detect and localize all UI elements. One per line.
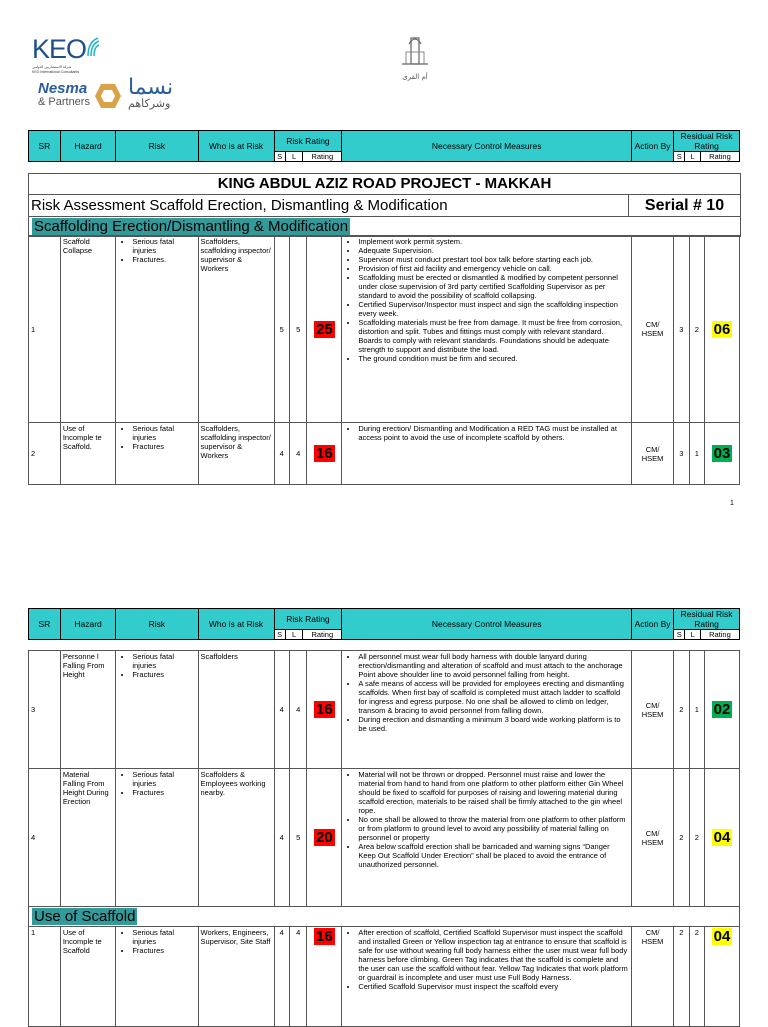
title-block [28, 173, 741, 237]
header-risk-rating: Risk Rating [274, 131, 342, 152]
row-who: Scaffolders & Employees working nearby. [198, 769, 274, 907]
center-logo [392, 34, 438, 80]
row-action: CM/ HSEM [632, 423, 674, 485]
row-controls [342, 423, 632, 485]
row-hazard: Personne l Falling From Height [60, 651, 115, 769]
header-who: Who is at Risk [198, 609, 274, 640]
header-action: Action By [632, 131, 674, 162]
row-who: Scaffolders, scaffolding inspector/ supervisor & Workers [198, 423, 274, 485]
keo-sub-en: KEO International Consultants [32, 70, 80, 74]
rating-badge: 25 [316, 320, 333, 338]
keo-wave-icon [86, 36, 100, 58]
risk-item: • Serious fatal injuries [132, 424, 195, 442]
control-item: • The ground condition must be firm and secured. [358, 354, 629, 363]
center-logo-text: أم القرى [402, 73, 428, 81]
control-item: • Implement work permit system. [358, 237, 629, 246]
control-item: • Scaffolding must be erected or dismantled & modified by competent personnel under close supervision of 3rd party certified Scaffolding Supervisor as per standard to avoid the possibility of scaffold collapsing. [358, 273, 629, 300]
risk-item: • Fractures. [132, 255, 195, 264]
row-residual-l: 2 [689, 927, 704, 1027]
header-l: L [285, 152, 302, 162]
row-hazard: Scaffold Collapse [60, 236, 115, 423]
risk-table-page2 [28, 650, 740, 1027]
rating-badge: 16 [316, 701, 333, 718]
page-number: 1 [730, 500, 734, 507]
row-sr: 1 [29, 927, 61, 1027]
header-residual-s: S [674, 152, 685, 162]
row-s: 4 [274, 927, 289, 1027]
section-cell [29, 907, 740, 927]
control-item: • Scaffolding materials must be free from damage. It must be free from corrosion, distortion and split. Tubes and fittings must comply with relevant standard. Boards to comply with relevant standards. Foundations should be adequate strength to support and distribute the load. [358, 318, 629, 354]
row-residual-rating [704, 423, 739, 485]
residual-badge: 04 [713, 829, 731, 846]
row-controls [342, 769, 632, 907]
header-sr: SR [29, 131, 61, 162]
nesma-logo-ar: نسما [128, 75, 174, 100]
row-l: 4 [289, 423, 306, 485]
section-title: Use of Scaffold [34, 908, 136, 925]
row-residual-s: 3 [674, 236, 689, 423]
row-residual-rating [704, 651, 739, 769]
header-risk: Risk [116, 609, 198, 640]
row-l: 4 [289, 651, 306, 769]
header-sr: SR [29, 609, 61, 640]
row-risks [116, 769, 198, 907]
keo-sub-ar: شركة الاستشاريين الدوليين [32, 65, 72, 69]
header-residual-rating: Rating [700, 630, 739, 640]
risk-item: • Serious fatal injuries [132, 237, 195, 255]
table-row [29, 651, 740, 769]
row-s: 4 [274, 769, 289, 907]
table-header-page2 [28, 608, 740, 640]
residual-badge: 02 [713, 701, 731, 718]
row-residual-s: 2 [674, 651, 689, 769]
header-residual-l: L [685, 152, 700, 162]
row-residual-l: 2 [689, 236, 704, 423]
header-risk-rating: Risk Rating [274, 609, 342, 630]
section-row [29, 907, 740, 927]
row-residual-rating [704, 236, 739, 423]
serial-number: Serial # 10 [629, 195, 741, 217]
row-rating [307, 651, 342, 769]
project-title: KING ABDUL AZIZ ROAD PROJECT - MAKKAH [29, 174, 741, 195]
row-s: 4 [274, 651, 289, 769]
nesma-logo-ar2: وشركاهم [128, 97, 171, 110]
control-item: • Supervisor must conduct prestart tool box talk before starting each job. [358, 255, 629, 264]
residual-badge: 04 [713, 928, 731, 945]
header-who: Who is at Risk [198, 131, 274, 162]
section-row [29, 217, 741, 237]
row-residual-l: 1 [689, 651, 704, 769]
table-row [29, 423, 740, 485]
row-rating [307, 236, 342, 423]
row-sr: 4 [29, 769, 61, 907]
header-controls: Necessary Control Measures [342, 609, 632, 640]
header-rating: Rating [303, 152, 342, 162]
row-controls [342, 236, 632, 423]
risk-item: • Fractures [132, 788, 195, 797]
header-controls: Necessary Control Measures [342, 131, 632, 162]
row-risks [116, 927, 198, 1027]
row-l: 4 [289, 927, 306, 1027]
assessment-title: Risk Assessment Scaffold Erection, Dismantling & Modification [29, 195, 629, 217]
row-s: 4 [274, 423, 289, 485]
control-item: • After erection of scaffold, Certified Scaffold Supervisor must inspect the scaffold and installed Green or Yellow inspection tag at entrance to ensure that scaffold is safe for use without wearing full body harness either the user must wear full body harness before climbing. Green Tag indicates that the scaffold is complete and the user can use the scaffold without fear. Yellow Tag Indicates that work platform or guardrail is incomplete and user must use Full Body Harness. [358, 928, 629, 982]
table-row [29, 769, 740, 907]
row-l: 5 [289, 236, 306, 423]
header-risk: Risk [116, 131, 198, 162]
keo-logo-text: KEO [32, 34, 87, 64]
row-residual-l: 1 [689, 423, 704, 485]
nesma-logo-partners: & Partners [38, 96, 90, 108]
row-rating [307, 927, 342, 1027]
rating-badge: 16 [316, 928, 333, 945]
residual-badge: 03 [713, 445, 731, 462]
row-who: Scaffolders, scaffolding inspector/ supervisor & Workers [198, 236, 274, 423]
row-sr: 2 [29, 423, 61, 485]
control-item: • A safe means of access will be provided for employees erecting and dismantling scaffolds. When first bay of scaffold is completed must attach ladder to scaffold for ingress and egress purpose. No one shall be allowed to climb on ledger, transom & bracing to avoid personnel from falling down. [358, 679, 629, 715]
row-risks [116, 236, 198, 423]
table-row [29, 927, 740, 1027]
header-rating: Rating [303, 630, 342, 640]
row-action: CM/ HSEM [632, 236, 674, 423]
rating-badge: 20 [316, 829, 333, 846]
control-item: • Provision of first aid facility and emergency vehicle on call. [358, 264, 629, 273]
residual-badge: 06 [713, 320, 731, 338]
building-icon [392, 34, 438, 68]
row-action: CM/ HSEM [632, 769, 674, 907]
control-item: • Material will not be thrown or dropped. Personnel must raise and lower the material from hand to hand from one platform to other platform either Gin Wheel should be fixed to scaffold for purposes of raising and lowering material during scaffold erection, materials to be raised shall be firmly attached to the gin wheel rope. [358, 770, 629, 815]
table-header-page1 [28, 130, 740, 162]
rating-badge: 16 [316, 445, 333, 462]
control-item: • During erection/ Dismantling and Modification a RED TAG must be installed at access point to avoid the use of incomplete scaffold by others. [358, 424, 629, 442]
risk-item: • Serious fatal injuries [132, 928, 195, 946]
nesma-logo-en: Nesma [38, 80, 88, 97]
control-item: • Certified Scaffold Supervisor must inspect the scaffold every [358, 982, 629, 991]
row-controls [342, 651, 632, 769]
row-rating [307, 423, 342, 485]
nesma-logo [36, 75, 176, 112]
risk-item: • Fractures [132, 946, 195, 955]
header-residual: Residual Risk Rating [674, 609, 740, 630]
risk-table-page1 [28, 235, 740, 485]
row-residual-s: 2 [674, 769, 689, 907]
row-residual-s: 3 [674, 423, 689, 485]
risk-item: • Serious fatal injuries [132, 770, 195, 788]
control-item: • Adequate Supervision. [358, 246, 629, 255]
row-s: 5 [274, 236, 289, 423]
row-residual-l: 2 [689, 769, 704, 907]
row-risks [116, 651, 198, 769]
row-l: 5 [289, 769, 306, 907]
row-hazard: Use of Incomple te Scaffold [60, 927, 115, 1027]
header-residual-l: L [685, 630, 700, 640]
control-item: • Area below scaffold erection shall be barricaded and warning signs “Danger Keep Out Scaffold Under Erection” shall be placed to avoid the entrance of unauthorized personnel. [358, 842, 629, 869]
row-who: Workers, Engineers, Supervisor, Site Staff [198, 927, 274, 1027]
row-who: Scaffolders [198, 651, 274, 769]
row-action: CM/ HSEM [632, 927, 674, 1027]
risk-item: • Fractures [132, 442, 195, 451]
risk-item: • Fractures [132, 670, 195, 679]
row-sr: 1 [29, 236, 61, 423]
table-row [29, 236, 740, 423]
nesma-hexagon-icon [94, 83, 122, 109]
row-risks [116, 423, 198, 485]
control-item: • All personnel must wear full body harness with double lanyard during erection/dismantling and alteration of scaffold and must attach to the anchorage Point above shoulder line to avoid personnel falling from height. [358, 652, 629, 679]
control-item: • During erection and dismantling a minimum 3 board wide working platform is to be used. [358, 715, 629, 733]
header-s: S [274, 630, 285, 640]
header-hazard: Hazard [60, 609, 115, 640]
control-item: • No one shall be allowed to throw the material from one platform to other platform or from platform to ground level to avoid any possibility of material falling on personnel or property [358, 815, 629, 842]
section-title: Scaffolding Erection/Dismantling & Modification [34, 218, 349, 235]
row-residual-rating [704, 769, 739, 907]
row-residual-rating [704, 927, 739, 1027]
header-residual: Residual Risk Rating [674, 131, 740, 152]
header-s: S [274, 152, 285, 162]
header-l: L [285, 630, 302, 640]
row-action: CM/ HSEM [632, 651, 674, 769]
header-residual-s: S [674, 630, 685, 640]
header-action: Action By [632, 609, 674, 640]
row-hazard: Use of Incomple te Scaffold. [60, 423, 115, 485]
row-rating [307, 769, 342, 907]
row-residual-s: 2 [674, 927, 689, 1027]
row-controls [342, 927, 632, 1027]
keo-logo [32, 34, 102, 76]
control-item: • Certified Supervisor/Inspector must inspect and sign the scaffolding inspection every week. [358, 300, 629, 318]
header-residual-rating: Rating [700, 152, 739, 162]
header-hazard: Hazard [60, 131, 115, 162]
risk-item: • Serious fatal injuries [132, 652, 195, 670]
row-hazard: Material Falling From Height During Erection [60, 769, 115, 907]
row-sr: 3 [29, 651, 61, 769]
